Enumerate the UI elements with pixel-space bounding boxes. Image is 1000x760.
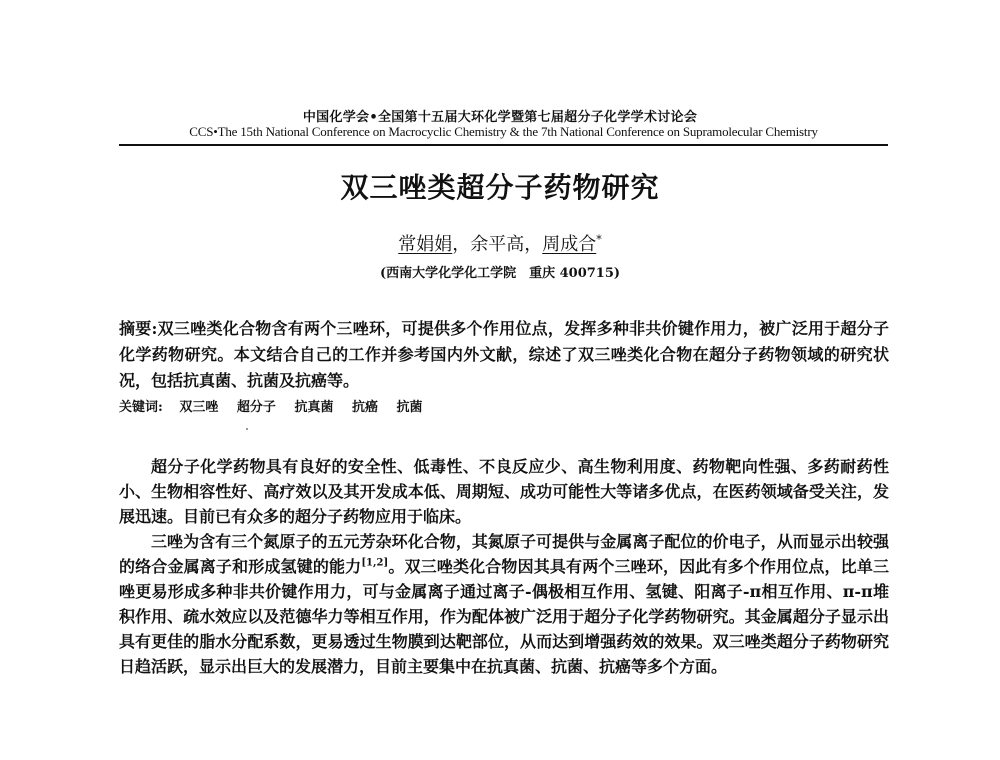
author-1: 常娟娟 xyxy=(398,234,453,255)
header-rule xyxy=(119,144,888,146)
keyword: 抗真菌 xyxy=(294,400,334,415)
keyword: 抗癌 xyxy=(351,400,378,415)
paragraph-text: 三唑为含有三个氮原子的五元芳杂环化合物，其氮原子可提供与金属离子配位的价电子，从而显示出较强的络合金属离子和形成氢键的能力 xyxy=(119,532,889,576)
author-separator: ， xyxy=(524,234,543,255)
conference-name-chinese: 中国化学会•全国第十五届大环化学暨第七届超分子化学学术讨论会 xyxy=(302,110,698,125)
abstract-label: 摘要: xyxy=(119,319,158,338)
corresponding-author-mark: * xyxy=(596,233,602,246)
conference-name-english: CCS•The 15th National Conference on Macrocyclic Chemistry & the 7th National Conference on Supramolecular Chemistry xyxy=(189,124,818,139)
scan-speck xyxy=(246,428,248,430)
citation-ref: [1,2] xyxy=(361,557,389,569)
keywords xyxy=(119,396,889,415)
author-separator: ， xyxy=(452,234,471,255)
abstract-text: 双三唑类化合物含有两个三唑环，可提供多个作用位点，发挥多种非共价键作用力，被广泛用于超分子化学药物研究。本文结合自己的工作并参考国内外文献，综述了双三唑类化合物在超分子药物领域的研究状况，包括抗真菌、抗菌及抗癌等。 xyxy=(119,319,889,390)
keywords-label: 关键词: xyxy=(119,400,163,415)
author-3: 周成合 xyxy=(542,234,597,255)
author-list xyxy=(0,230,1000,256)
affiliation: (西南大学化学化工学院 重庆 400715) xyxy=(379,266,621,281)
paper-title: 双三唑类超分子药物研究 xyxy=(340,171,660,204)
keyword: 双三唑 xyxy=(179,400,219,415)
author-2: 余平高 xyxy=(470,234,525,255)
abstract xyxy=(119,316,889,394)
paragraph-text: 。双三唑类化合物因其具有两个三唑环，因此有多个作用位点，比单三唑更易形成多种非共价键作用力，可与金属离子通过离子-偶极相互作用、氢键、阳离子-π相互作用、π-π堆积作用、疏水效应以及范德华力等相互作用，作为配体被广泛用于超分子化学药物研究。其金属超分子显示出具有更佳的脂水分配系数，更易透过生物膜到达靶部位，从而达到增强药效的效果。双三唑类超分子药物研究日趋活跃，显示出巨大的发展潜力，目前主要集中在抗真菌、抗菌、抗癌等多个方面。 xyxy=(119,557,889,676)
keyword: 抗菌 xyxy=(396,400,423,415)
body-text xyxy=(119,454,889,679)
paragraph xyxy=(119,529,889,679)
keyword: 超分子 xyxy=(236,400,276,415)
paragraph: 超分子化学药物具有良好的安全性、低毒性、不良反应少、高生物利用度、药物靶向性强、多药耐药性小、生物相容性好、高疗效以及其开发成本低、周期短、成功可能性大等诸多优点，在医药领域备受关注，发展迅速。目前已有众多的超分子药物应用于临床。 xyxy=(119,457,889,526)
